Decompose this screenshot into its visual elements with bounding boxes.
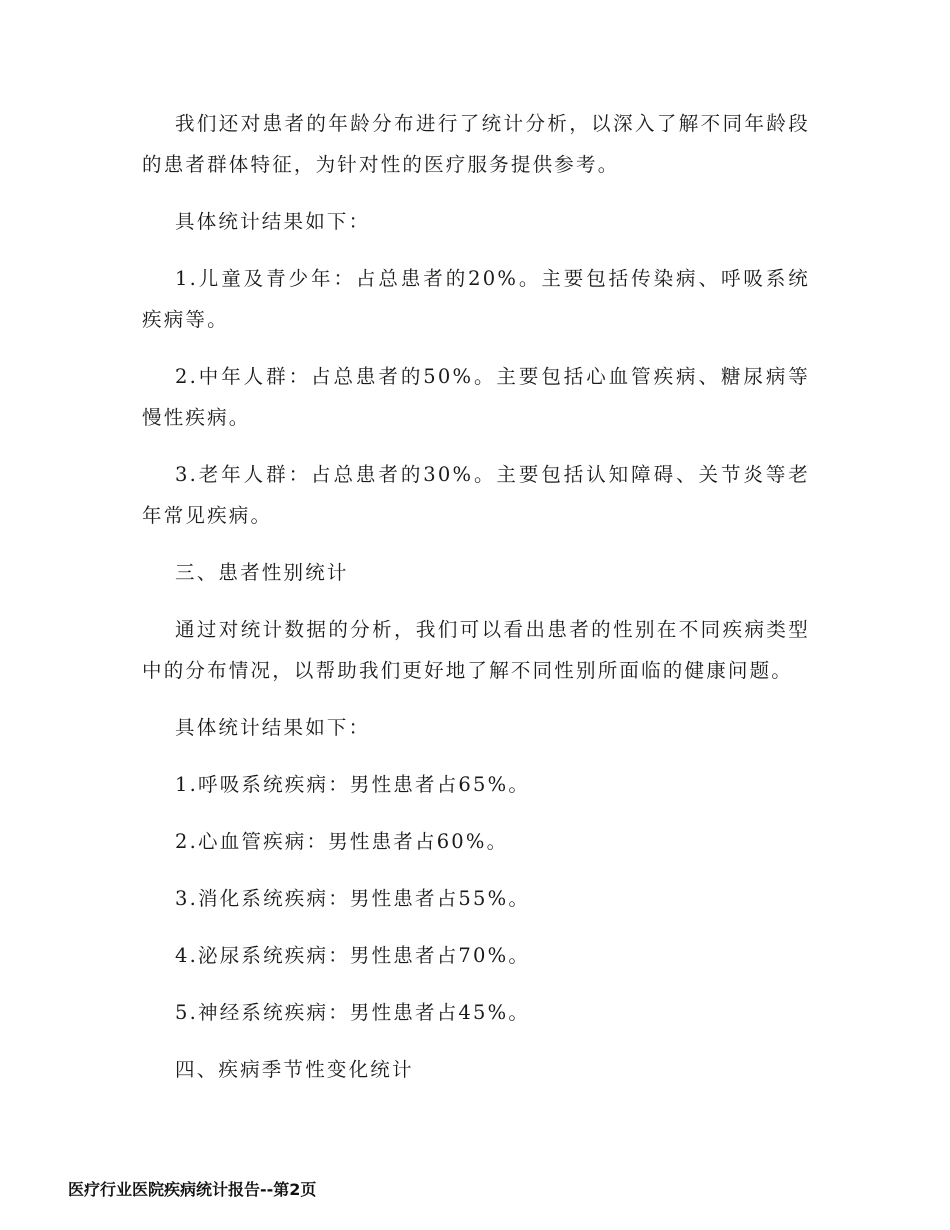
list-item-elderly: 3.老年人群：占总患者的30%。主要包括认知障碍、关节炎等老年常见疾病。 (142, 463, 810, 527)
list-item-digestive: 3.消化系统疾病：男性患者占55%。 (175, 887, 531, 910)
list-item-cardiovascular: 2.心血管疾病：男性患者占60%。 (175, 830, 509, 853)
list-item-children: 1.儿童及青少年：占总患者的20%。主要包括传染病、呼吸系统疾病等。 (142, 267, 810, 331)
paragraph-age-intro: 我们还对患者的年龄分布进行了统计分析，以深入了解不同年龄段的患者群体特征，为针对性的医疗服务提供参考。 (142, 112, 810, 176)
list-item-respiratory: 1.呼吸系统疾病：男性患者占65%。 (175, 773, 531, 796)
page-footer: 医疗行业医院疾病统计报告--第2页 (68, 1180, 317, 1199)
list-item-nervous: 5.神经系统疾病：男性患者占45%。 (175, 1001, 531, 1024)
list-item-middle-aged: 2.中年人群：占总患者的50%。主要包括心血管疾病、糖尿病等慢性疾病。 (142, 365, 810, 429)
paragraph-results-heading: 具体统计结果如下： (175, 210, 371, 233)
paragraph-results-heading-2: 具体统计结果如下： (175, 716, 371, 739)
document-body (142, 103, 810, 1090)
section-heading-seasonal: 四、疾病季节性变化统计 (175, 1058, 414, 1081)
list-item-urinary: 4.泌尿系统疾病：男性患者占70%。 (175, 944, 531, 967)
paragraph-gender-intro: 通过对统计数据的分析，我们可以看出患者的性别在不同疾病类型中的分布情况，以帮助我们更好地了解不同性别所面临的健康问题。 (142, 618, 810, 682)
section-heading-gender: 三、患者性别统计 (175, 561, 349, 584)
